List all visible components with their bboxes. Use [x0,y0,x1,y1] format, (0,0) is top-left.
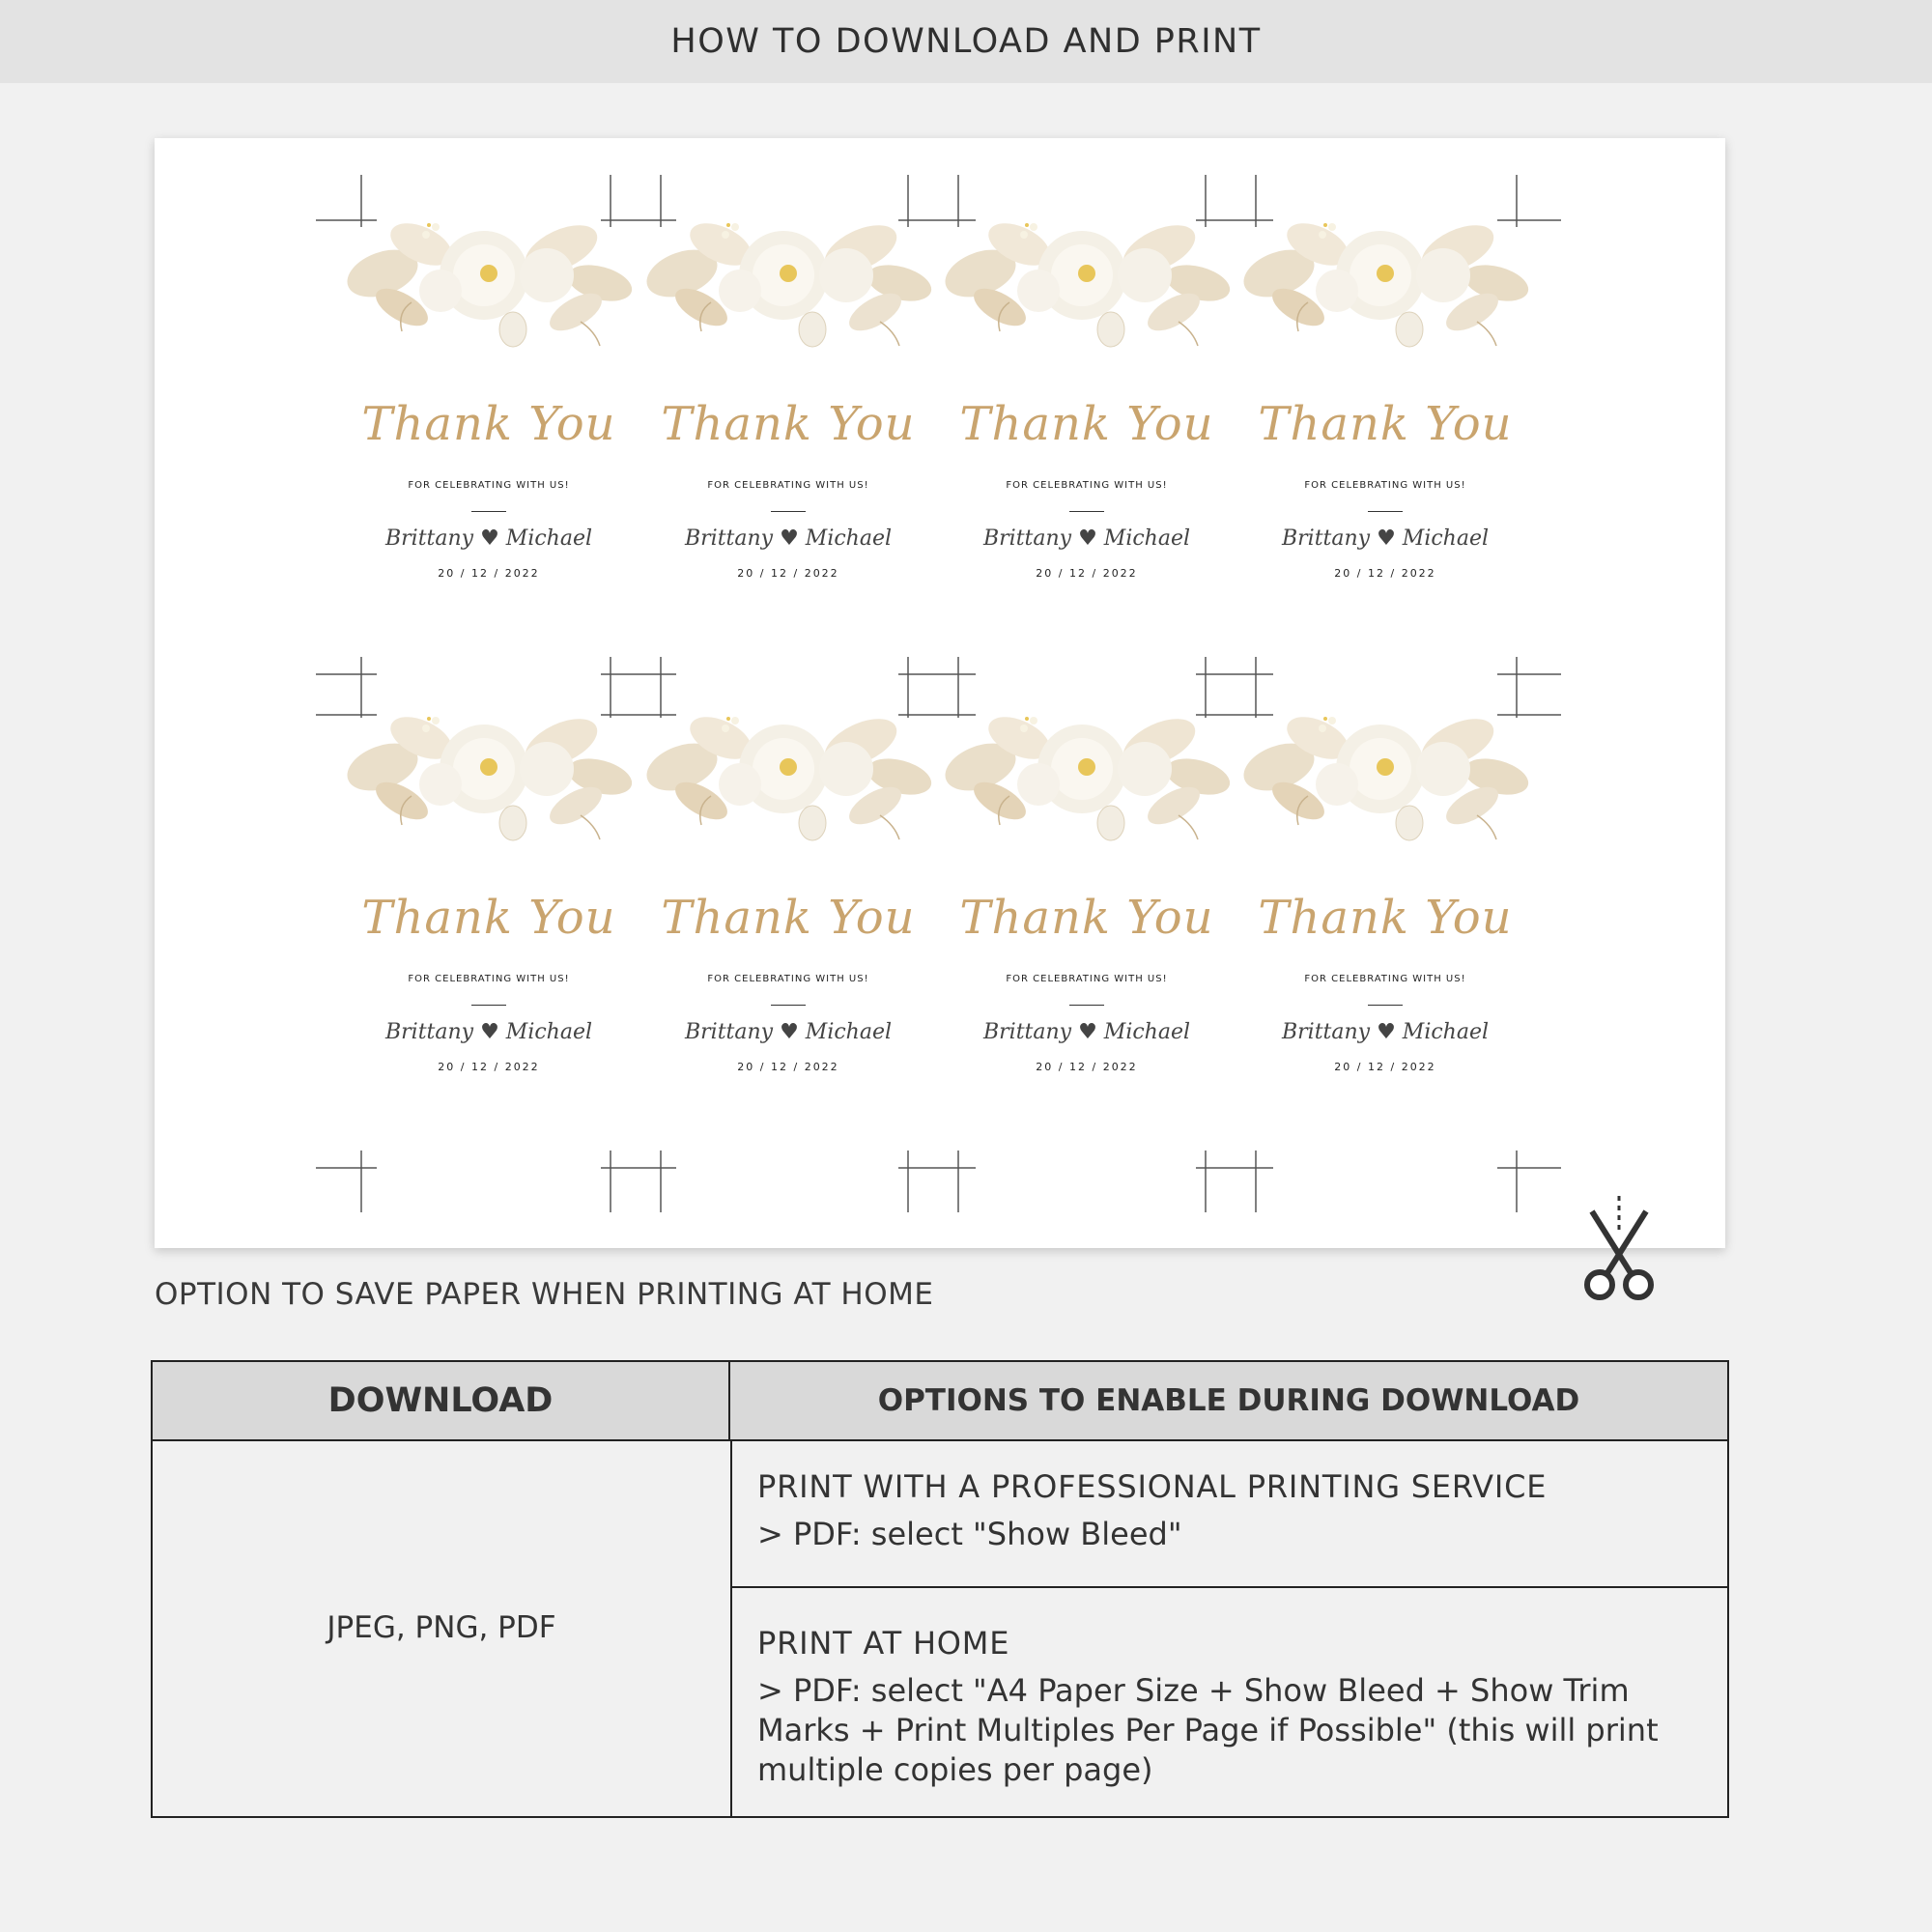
card-thank-you: Thank You [661,397,916,451]
card-thank-you: Thank You [361,891,616,945]
card-subtitle: FOR CELEBRATING WITH US! [707,480,869,491]
thank-you-card [344,206,634,650]
card-date: 20 / 12 / 2022 [438,567,540,580]
card-date: 20 / 12 / 2022 [737,567,839,580]
card-date: 20 / 12 / 2022 [1036,567,1138,580]
option-professional [757,1468,1685,1554]
card-names: Brittany ♥ Michael [982,526,1191,551]
row-divider [730,1586,1727,1588]
card-date: 20 / 12 / 2022 [1334,1061,1436,1073]
thank-you-card [344,699,634,1144]
card-divider [771,1005,806,1006]
print-sheet-preview [155,138,1725,1248]
card-names: Brittany ♥ Michael [384,1020,593,1044]
card-thank-you: Thank You [661,891,916,945]
card-thank-you: Thank You [959,891,1214,945]
card-subtitle: FOR CELEBRATING WITH US! [707,974,869,984]
column-header-options: OPTIONS TO ENABLE DURING DOWNLOAD [730,1362,1727,1439]
thank-you-card [643,206,933,650]
thank-you-card [1240,206,1530,650]
card-divider [471,511,506,512]
column-divider [730,1439,732,1816]
card-thank-you: Thank You [1258,891,1513,945]
card-thank-you: Thank You [959,397,1214,451]
option-professional-title: PRINT WITH A PROFESSIONAL PRINTING SERVICE [757,1468,1548,1505]
card-subtitle: FOR CELEBRATING WITH US! [1304,480,1466,491]
page-header [0,0,1932,83]
card-divider [771,511,806,512]
card-names: Brittany ♥ Michael [684,1020,893,1044]
thank-you-card [942,206,1232,650]
option-home-title: PRINT AT HOME [757,1625,1010,1662]
card-names: Brittany ♥ Michael [1281,526,1490,551]
card-subtitle: FOR CELEBRATING WITH US! [1006,480,1168,491]
thank-you-card [643,699,933,1144]
card-names: Brittany ♥ Michael [384,526,593,551]
card-subtitle: FOR CELEBRATING WITH US! [1304,974,1466,984]
card-thank-you: Thank You [1258,397,1513,451]
option-professional-detail: > PDF: select "Show Bleed" [757,1516,1182,1552]
card-date: 20 / 12 / 2022 [438,1061,540,1073]
thank-you-card [942,699,1232,1144]
card-names: Brittany ♥ Michael [982,1020,1191,1044]
card-date: 20 / 12 / 2022 [737,1061,839,1073]
page-title: HOW TO DOWNLOAD AND PRINT [670,22,1262,61]
card-thank-you: Thank You [361,397,616,451]
column-header-download: DOWNLOAD [153,1362,730,1439]
download-options-table [151,1360,1729,1818]
save-paper-note: OPTION TO SAVE PAPER WHEN PRINTING AT HOME [155,1277,934,1312]
card-divider [1368,1005,1403,1006]
card-names: Brittany ♥ Michael [684,526,893,551]
card-names: Brittany ♥ Michael [1281,1020,1490,1044]
card-divider [471,1005,506,1006]
download-formats: JPEG, PNG, PDF [327,1610,556,1645]
card-subtitle: FOR CELEBRATING WITH US! [1006,974,1168,984]
option-home [757,1625,1685,1790]
card-divider [1368,511,1403,512]
scissors-icon [1578,1194,1660,1304]
card-divider [1069,1005,1104,1006]
card-date: 20 / 12 / 2022 [1036,1061,1138,1073]
card-divider [1069,511,1104,512]
card-subtitle: FOR CELEBRATING WITH US! [408,974,570,984]
card-date: 20 / 12 / 2022 [1334,567,1436,580]
thank-you-card [1240,699,1530,1144]
option-home-detail: > PDF: select "A4 Paper Size + Show Bleed + Show Trim Marks + Print Multiples Per Page if Possible" (this will print multiple copies per page) [757,1672,1659,1788]
card-subtitle: FOR CELEBRATING WITH US! [408,480,570,491]
